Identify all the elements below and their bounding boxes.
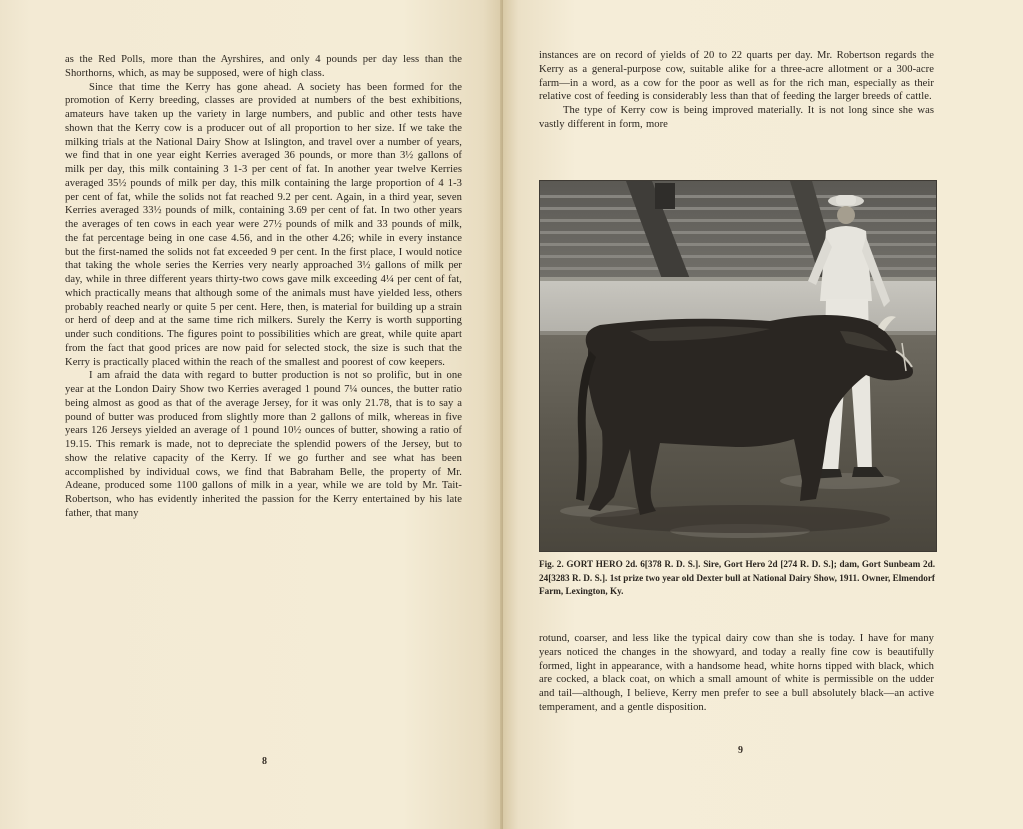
paragraph: Since that time the Kerry has gone ahead. A society has been formed for the promotion of Kerry breeding, classes are provided at numbers of the best exhibitions, amateurs have taken up the variety in large numbers, and public and other tests have shown that the Kerry cow is a producer out of all proportion to her size. If we take the milking trials at the National Dairy Show at Islington, and travel over a number of years, we find that in one year eight Kerries averaged 36 pounds, or more than 3½ gallons of milk per day, this milk containing 3 1-3 per cent of fat. In another year twelve Kerries averaged 35½ pounds of milk per day, this milk containing the large proportion of 4 1-3 per cent of fat, while the solids not fat reached 9.2 per cent. Again, in a third year, seven Kerries averaged 33½ pounds of milk, containing 3.69 per cent of fat. In two other years the averages of ten cows in each year were 27½ pounds of milk and 33 pounds of milk, the fat percentage being in one case 4.56, and in the other 4.26; while in every instance but the first-named the solids not fat exceeded 9 per cent. In the first place, I would notice that taking the whole series the Kerries very nearly approached 3½ gallons of milk per day, while in three different years thirty-two cows gave milk exceeding 4¼ per cent of fat, which practically means that although some of the animals must have yielded less, others probably reached nearly or quite 5 per cent. Here, then, is material for building up a strain or herd of deep and at the same time rich milkers. Surely the Kerry is worth supporting under such conditions. The figures point to possibilities which are great, while quite apart from the fact that good prices are now paid for selected stock, the size is such that the Kerry is practically placed within the reach of the smallest and poorest of cow keepers. [65,81,462,368]
bull-photograph [539,180,937,552]
paragraph: I am afraid the data with regard to butter production is not so prolific, but in one year at the London Dairy Show two Kerries averaged 1 pound 7¼ ounces, the butter ratio being almost as good as that of the average Jersey, for it was only 21.78, that is to say a pound of butter was produced from slightly more than 2 gallons of milk, whereas in five years 126 Jerseys yielded an average of 1 pound 10½ ounces of butter, showing a ratio of 19.15. This remark is made, not to depreciate the splendid powers of the Jersey, but to show the relative capacity of the Kerry. If we go further and see what has been accomplished by individual cows, we find that Babraham Belle, the property of Mr. Adeane, produced some 1100 gallons of milk in a year, while we are told by Mr. Tait-Robertson, who has evidently inherited the passion for the Kerry entertained by his late father, that many [65,370,462,519]
page-number: 8 [262,756,267,767]
left-page [0,0,503,829]
right-page [503,0,1023,829]
paragraph: instances are on record of yields of 20 to 22 quarts per day. Mr. Robertson regards the Kerry as a general-purpose cow, suitable alike for a three-acre allotment or a 300-acre farm—in a word, as a cow for the poor as well as for the rich man, especially as their relative cost of feeding is considerably less than that of feeding the larger breeds of cattle. [539,50,934,103]
right-page-text-bottom [539,632,934,715]
page-number: 9 [738,745,743,756]
paragraph: rotund, coarser, and less like the typical dairy cow than she is today. I have for many years noticed the changes in the showyard, and today a really fine cow is beautifully formed, light in appearance, with a handsome head, white horns tipped with black, which are cocked, a black coat, on which a small amount of white is permissible on the udder and tail—although, I believe, Kerry men prefer to see a bull absolutely black—an active temperament, and a gentle disposition. [539,633,934,713]
figure-caption: Fig. 2. GORT HERO 2d. 6[378 R. D. S.]. Sire, Gort Hero 2d [274 R. D. S.]; dam, Gort Sunbeam 2d. 24[3283 R. D. S.]. 1st prize two year old Dexter bull at National Dairy Show, 1911. Owner, Elmendorf Farm, Lexington, Ky. [539,559,935,596]
paragraph: The type of Kerry cow is being improved materially. It is not long since she was vastly different in form, more [539,105,934,130]
paragraph: as the Red Polls, more than the Ayrshires, and only 4 pounds per day less than the Shorthorns, which, as may be supposed, were of high class. [65,54,462,79]
left-page-text [65,53,462,521]
right-page-text-top [539,49,934,132]
